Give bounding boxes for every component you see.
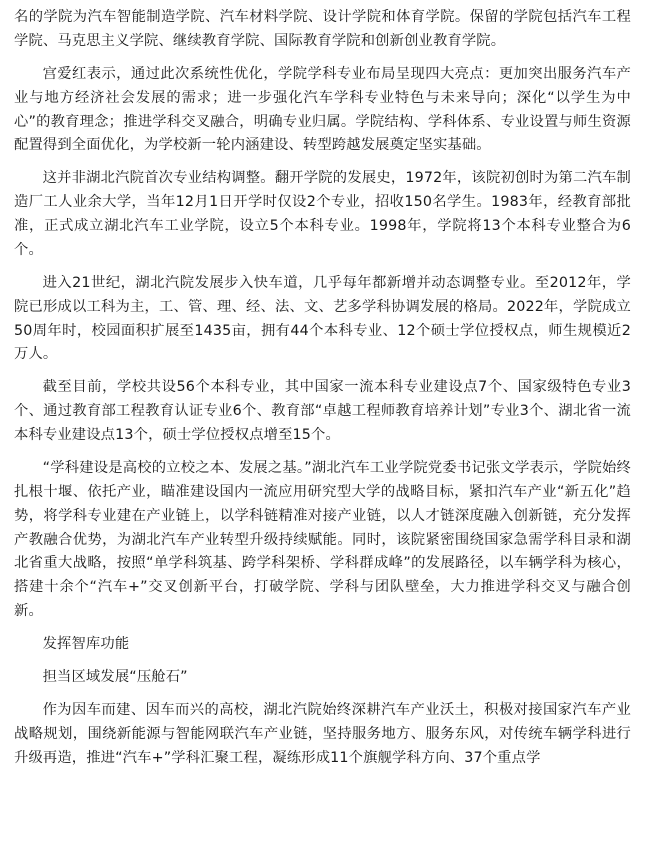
paragraph-colleges-merge-continued: 名的学院为汽车智能制造学院、汽车材料学院、设计学院和体育学院。保留的学院包括汽车工程学院、马克思主义学院、继续教育学院、国际教育学院和创新创业教育学院。 [14, 9, 631, 49]
paragraph-auto-industry-roots: 作为因车而建、因车而兴的高校，湖北汽院始终深耕汽车产业沃土，积极对接国家汽车产业战略规划，围绕新能源与智能网联汽车产业链，坚持服务地方、服务东风，对传统车辆学科进行升级再造，推进“汽车+”学科汇聚工程，凝练形成11个旗舰学科方向、37个重点学 [14, 701, 631, 766]
paragraph-21st-century-development: 进入21世纪，湖北汽院发展步入快车道，几乎每年都新增并动态调整专业。至2012年，学院已形成以工科为主，工、管、理、经、法、文、艺多学科协调发展的格局。2022年，学院成立50周年时，校园面积扩展至1435亩，拥有44个本科专业、12个硕士学位授权点，师生规模近2万人。 [14, 274, 631, 363]
paragraph-current-statistics: 截至目前，学校共设56个本科专业，其中国家一流本科专业建设点7个、国家级特色专业3个、通过教育部工程教育认证专业6个、教育部“卓越工程师教育培养计划”专业3个、湖北省一流本科专业建设点13个，硕士学位授权点增至15个。 [14, 379, 631, 443]
subheading-regional-ballast: 担当区域发展“压舱石” [42, 668, 188, 685]
paragraph-party-secretary-quote: “学科建设是高校的立校之本、发展之基。”湖北汽车工业学院党委书记张文学表示，学院始终扎根十堰、依托产业，瞄准建设国内一流应用研究型大学的战略目标，紧扣汽车产业“新五化”趋势，将学科专业建在产业链上，以学科链精准对接产业链，以人才链深度融入创新链，充分发挥产教融合优势，为湖北汽车产业转型升级持续赋能。同时，该院紧密围绕国家急需学科目录和湖北省重大战略，按照“单学科筑基、跨学科架桥、学科群成峰”的发展路径，以车辆学科为核心，搭建十余个“汽车+”交叉创新平台，打破学院、学科与团队壁垒，大力推进学科交叉与融合创新。 [14, 459, 631, 620]
subheading-think-tank: 发挥智库功能 [42, 636, 130, 652]
paragraph-gongaihong-statement: 宫爱红表示，通过此次系统性优化，学院学科专业布局呈现四大亮点：更加突出服务汽车产业与地方经济社会发展的需求；进一步强化汽车学科专业特色与未来导向；深化“以学生为中心”的教育理念；推进学科交叉融合，明确专业归属。学院结构、学科体系、专业设置与师生资源配置得到全面优化，为学校新一轮内涵建设、转型跨越发展奠定坚实基础。 [14, 65, 631, 154]
paragraph-history-first-adjustment: 这并非湖北汽院首次专业结构调整。翻开学院的发展史，1972年，该院初创时为第二汽车制造厂工人业余大学，当年12月1日开学时仅设2个专业，招收150名学生。1983年，经教育部批准，正式成立湖北汽车工业学院，设立5个本科专业。1998年，学院将13个本科专业整合为6个。 [14, 170, 631, 258]
